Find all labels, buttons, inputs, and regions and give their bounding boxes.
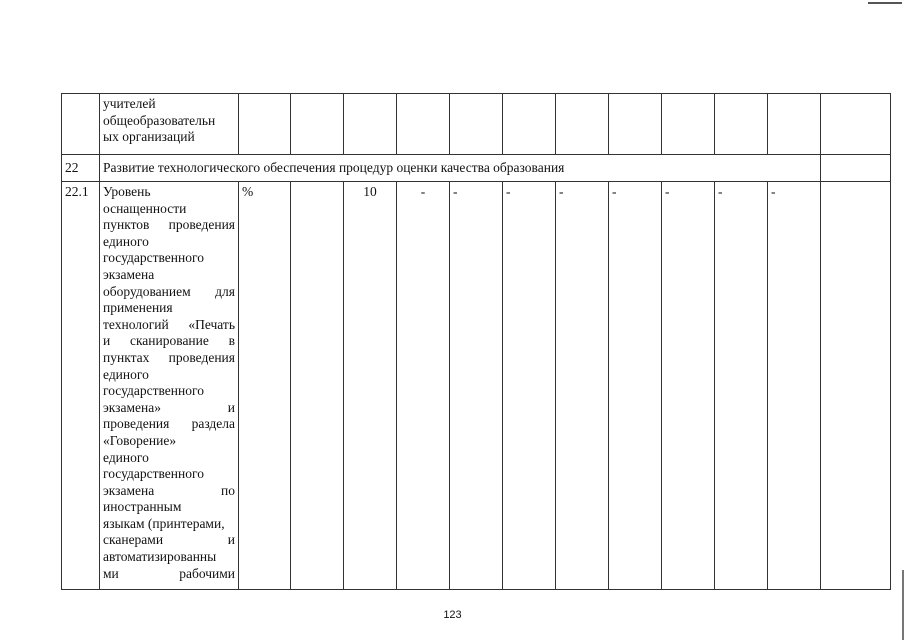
cell-empty <box>662 94 715 155</box>
cell-empty <box>556 94 609 155</box>
indicator-line: иностранным <box>103 499 182 515</box>
row-number: 22.1 <box>62 182 100 590</box>
section-number: 22 <box>62 155 100 182</box>
cell-unit: % <box>239 182 291 590</box>
indicator-line: сканерами и <box>103 532 235 548</box>
cell-empty <box>609 94 662 155</box>
indicator-line: и сканирование в <box>103 333 235 349</box>
indicator-line: автоматизированны <box>103 549 217 565</box>
indicator-line: «Говорение» <box>103 432 177 448</box>
cell-empty <box>768 94 821 155</box>
cell-year-value <box>821 182 891 590</box>
cell-year-value: - <box>662 182 715 590</box>
cell-indicator <box>100 182 239 590</box>
indicator-line: общеобразовательн <box>103 112 216 128</box>
indicator-line: экзамена <box>103 266 155 282</box>
cell-year-value: - <box>556 182 609 590</box>
table-row-22-1 <box>62 182 891 590</box>
cell-empty <box>821 155 891 182</box>
indicator-line: оснащенности <box>103 200 187 216</box>
indicator-line: ми рабочими <box>103 565 235 581</box>
indicator-line: государственного <box>103 250 204 266</box>
indicator-line: пунктов проведения <box>103 217 235 233</box>
indicator-line: учителей <box>103 96 156 111</box>
indicator-line: экзамена» и <box>103 399 235 415</box>
page-number: 123 <box>443 609 462 621</box>
cell-year-value: - <box>397 182 450 590</box>
cell-empty <box>821 94 891 155</box>
indicator-line: единого <box>103 366 149 382</box>
cell-empty <box>397 94 450 155</box>
cell-empty <box>239 94 291 155</box>
indicators-table <box>61 93 891 590</box>
indicator-line: единого <box>103 449 149 465</box>
table-row-section-22 <box>62 155 891 182</box>
indicator-line: государственного <box>103 383 204 399</box>
cell-year-value: - <box>450 182 503 590</box>
indicator-line: Уровень <box>103 184 151 199</box>
cell-year-value: - <box>503 182 556 590</box>
section-title: Развитие технологического обеспечения процедур оценки качества образования <box>100 155 821 182</box>
cell-empty <box>291 94 344 155</box>
indicator-line: технологий «Печать <box>103 316 235 332</box>
indicator-line: оборудованием для <box>103 283 235 299</box>
table-row-continuation <box>62 94 891 155</box>
cell-indicator <box>100 94 239 155</box>
cell-empty <box>450 94 503 155</box>
cell-empty <box>344 94 397 155</box>
cell-year-value: - <box>768 182 821 590</box>
indicator-line: языкам (принтерами, <box>103 515 225 531</box>
indicator-line: государственного <box>103 466 204 482</box>
indicator-line: пунктах проведения <box>103 349 235 365</box>
indicator-line: экзамена по <box>103 482 235 498</box>
indicator-line: применения <box>103 300 173 316</box>
cell-year-value: - <box>609 182 662 590</box>
cell-empty <box>503 94 556 155</box>
indicator-line: единого <box>103 233 149 249</box>
cell-year-value: - <box>715 182 768 590</box>
cell-base-value <box>291 182 344 590</box>
scan-corner-mark <box>868 2 902 4</box>
indicator-line: ых организаций <box>103 129 195 145</box>
cell-empty <box>715 94 768 155</box>
indicator-line: проведения раздела <box>103 416 235 432</box>
cell-target-value: 10 <box>344 182 397 590</box>
scan-edge-mark <box>902 570 904 640</box>
cell-number <box>62 94 100 155</box>
